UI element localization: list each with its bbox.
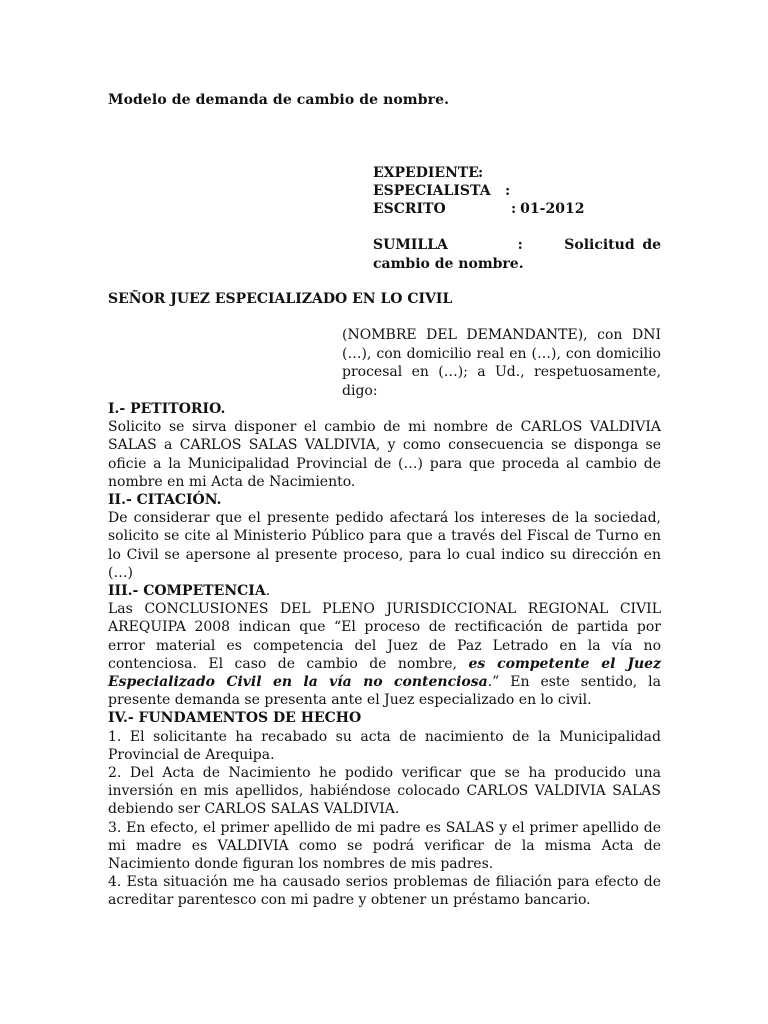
escrito-label: ESCRITO xyxy=(373,201,446,217)
petitorio-heading: I.- PETITORIO. xyxy=(108,401,226,417)
addressee: SEÑOR JUEZ ESPECIALIZADO EN LO CIVIL xyxy=(108,291,453,307)
sumilla: SUMILLA : Solicitud de cambio de nombre. xyxy=(373,237,662,272)
especialista-colon: : xyxy=(505,183,511,199)
sumilla-value: Solicitud de cambio de nombre. xyxy=(373,237,662,272)
plaintiff-intro: (NOMBRE DEL DEMANDANTE), con DNI (…), con domicilio real en (…), con domicilio procesal en (…); a Ud., respetuosamente, digo: xyxy=(342,327,661,399)
citacion-heading: II.- CITACIÓN. xyxy=(108,492,222,509)
citacion-text: De considerar que el presente pedido afectará los intereses de la sociedad, solicito se cite al Ministerio Público para que a través del Fiscal de Turno en lo Civil se apersone al presente proceso, para lo cual indico su dirección en (…) xyxy=(108,510,661,581)
escrito-row xyxy=(373,200,661,218)
escrito-value: 01-2012 xyxy=(520,201,585,217)
competencia-text-1: Las CONCLUSIONES DEL PLENO JURISDICCIONAL REGIONAL CIVIL AREQUIPA 2008 indican que “El proceso de rectificación de partida por error material es competencia del Juez de Paz Letrado en la vía no contenciosa. El caso de cambio de nombre, xyxy=(108,601,661,672)
competencia-text-2: .” En este sentido, la presente demanda se presenta ante el Juez especializado en lo civil. xyxy=(108,674,662,709)
competencia-heading: III.- COMPETENCIA xyxy=(108,583,266,600)
case-metadata xyxy=(373,164,661,218)
escrito-colon: : xyxy=(511,201,517,217)
especialista-row xyxy=(373,182,661,200)
expediente-colon: : xyxy=(478,165,484,181)
expediente-label: EXPEDIENTE xyxy=(373,165,479,181)
competencia-heading-line xyxy=(108,582,661,600)
hechos-item-2: 2. Del Acta de Nacimiento he podido verificar que se ha producido una inversión en mis apellidos, habiéndose colocado CARLOS VALDIVIA SALAS debiendo ser CARLOS SALAS VALDIVIA. xyxy=(108,765,661,818)
hechos-item-3: 3. En efecto, el primer apellido de mi padre es SALAS y el primer apellido de mi madre es VALDIVIA como se podrá verificar de la misma Acta de Nacimiento donde figuran los nombres de mis padres. xyxy=(108,819,661,873)
hechos-item-1: 1. El solicitante ha recabado su acta de nacimiento de la Municipalidad Provincial de Arequipa. xyxy=(108,728,661,763)
competencia-text xyxy=(108,600,661,709)
document-body xyxy=(108,400,661,910)
competencia-heading-dot: . xyxy=(265,583,271,600)
petitorio-text: Solicito se sirva disponer el cambio de mi nombre de CARLOS VALDIVIA SALAS a CARLOS SALAS VALDIVIA, y como consecuencia se disponga se oficie a la Municipalidad Provincial de (…) para que proceda al cambio de nombre en mi Acta de Nacimiento. xyxy=(108,419,661,490)
hechos-heading: IV.- FUNDAMENTOS DE HECHO xyxy=(108,710,362,727)
document-title: Modelo de demanda de cambio de nombre. xyxy=(108,92,450,108)
hechos-item-4: 4. Esta situación me ha causado serios problemas de filiación para efecto de acreditar parentesco con mi padre y obtener un préstamo bancario. xyxy=(108,874,661,909)
sumilla-label: SUMILLA xyxy=(373,237,448,253)
competencia-emphasis: es competente el Juez Especializado Civil en la vía no contenciosa xyxy=(108,655,661,691)
expediente-row xyxy=(373,164,661,182)
especialista-label: ESPECIALISTA xyxy=(373,183,491,199)
